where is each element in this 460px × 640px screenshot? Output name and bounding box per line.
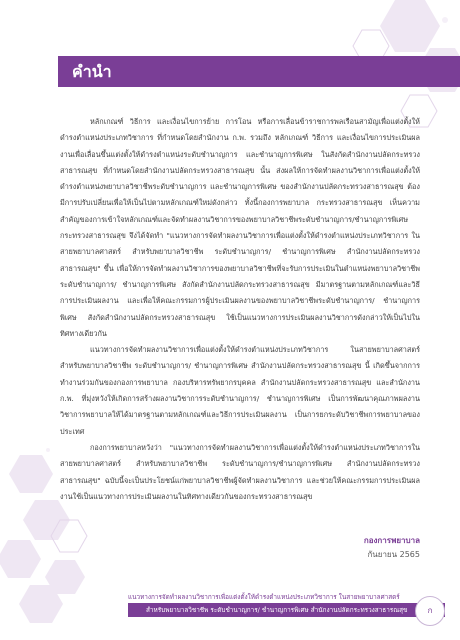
paragraph-1: หลักเกณฑ์ วิธีการ และเงื่อนไขการย้าย การโอน หรือการเลื่อนข้าราชการพลเรือนสามัญเพื่อแต่งตั้งให้ดำรงตำแหน่งประเภทวิชาการ ที่กำหนดโดยสำนักงาน ก.พ. รวมถึง หลักเกณฑ์ วิธีการ และเงื่อนไขการประเมินผลงานเพื่อเลื่อนขึ้นแต่งตั้งให้ดำรงตำแหน่งระดับชำนาญการ และชำนาญการพิเศษ ในสังกัดสำนักงานปลัดกระทรวงสาธารณสุข ที่กำหนดโดยสำนักงานปลัดกระทรวงสาธารณสุข นั้น ส่งผลให้การจัดทำผลงานวิชาการเพื่อแต่งตั้งให้ดำรงตำแหน่งพยาบาลวิชาชีพระดับชำนาญการ และชำนาญการพิเศษ ของสำนักงานปลัดกระทรวงสาธารณสุข ต้องมีการปรับเปลี่ยนเพื่อให้เป็นไปตามหลักเกณฑ์ใหม่ดังกล่าว ทั้งนี้กองการพยาบาล กระทรวงสาธารณสุข เห็นความสำคัญของการเข้าใจหลักเกณฑ์และจัดทำผลงานวิชาการของพยาบาลวิชาชีพระดับชำนาญการ/ชำนาญการพิเศษ กระทรวงสาธารณสุข จึงได้จัดทำ "แนวทางการจัดทำผลงานวิชาการเพื่อแต่งตั้งให้ดำรงตำแหน่งประเภทวิชาการ ในสายพยาบาลศาสตร์ สำหรับพยาบาลวิชาชีพ ระดับชำนาญการ/ ชำนาญการพิเศษ สำนักงานปลัดกระทรวงสาธารณสุข" ขึ้น เพื่อให้การจัดทำผลงานวิชาการของพยาบาลวิชาชีพที่จะรับการประเมินในตำแหน่งพยาบาลวิชาชีพ ระดับชำนาญการ/ ชำนาญการพิเศษ สังกัดสำนักงานปลัดกระทรวงสาธารณสุข มีมาตรฐานตามหลักเกณฑ์และวิธีการประเมินผลงาน และเพื่อให้คณะกรรมการผู้ประเมินผลงานของพยาบาลวิชาชีพระดับชำนาญการ/ ชำนาญการพิเศษ สังกัดสำนักงานปลัดกระทรวงสาธารณสุข ใช้เป็นแนวทางการประเมินผลงานวิชาการดังกล่าวให้เป็นไปในทิศทางเดียวกัน [60, 117, 420, 338]
signature-organization: กองการพยาบาล [363, 536, 420, 545]
page-number: ก [415, 596, 445, 626]
footer-title-line-2: สำหรับพยาบาลวิชาชีพ ระดับชำนาญการ/ ชำนาญการพิเศษ สำนักงานปลัดกระทรวงสาธารณสุข [146, 606, 408, 614]
signature-date: กันยายน 2565 [367, 550, 420, 559]
foreword-body [60, 114, 420, 505]
title-bar [58, 56, 460, 87]
paragraph-2: แนวทางการจัดทำผลงานวิชาการเพื่อแต่งตั้งให้ดำรงตำแหน่งประเภทวิชาการ ในสายพยาบาลศาสตร์ สำหรับพยาบาลวิชาชีพ ระดับชำนาญการ/ ชำนาญการพิเศษ สำนักงานปลัดกระทรวงสาธารณสุข นี้ เกิดขึ้นจากการทำงานร่วมกันของกองการพยาบาล กองบริหารทรัพยากรบุคคล สำนักงานปลัดกระทรวงสาธารณสุข และสำนักงาน ก.พ. ที่มุ่งหวังให้เกิดการสร้างผลงานวิชาการระดับชำนาญการ/ ชำนาญการพิเศษ เป็นการพัฒนาคุณภาพผลงานวิชาการพยาบาลให้ได้มาตรฐานตามหลักเกณฑ์และวิธีการประเมินผลงาน เป็นการยกระดับวิชาชีพการพยาบาลของประเทศ [60, 345, 420, 436]
footer-title-line-1: แนวทางการจัดทำผลงานวิชาการเพื่อแต่งตั้งให้ดำรงตำแหน่งประเภทวิชาการ ในสายพยาบาลศาสตร์ [128, 593, 400, 601]
signature-block [364, 534, 420, 562]
footer-bar [128, 603, 445, 617]
paragraph-3: กองการพยาบาลหวังว่า "แนวทางการจัดทำผลงานวิชาการเพื่อแต่งตั้งให้ดำรงตำแหน่งประเภทวิชาการในสายพยาบาลศาสตร์ สำหรับพยาบาลวิชาชีพ ระดับชำนาญการ/ชำนาญการพิเศษ สำนักงานปลัดกระทรวงสาธารณสุข" ฉบับนี้จะเป็นประโยชน์แก่พยาบาลวิชาชีพผู้จัดทำผลงานวิชาการ และช่วยให้คณะกรรมการประเมินผลงานใช้เป็นแนวทางการประเมินผลงานในทิศทางเดียวกันของกระทรวงสาธารณสุข [60, 442, 420, 501]
page-title: คำนำ [72, 62, 112, 81]
